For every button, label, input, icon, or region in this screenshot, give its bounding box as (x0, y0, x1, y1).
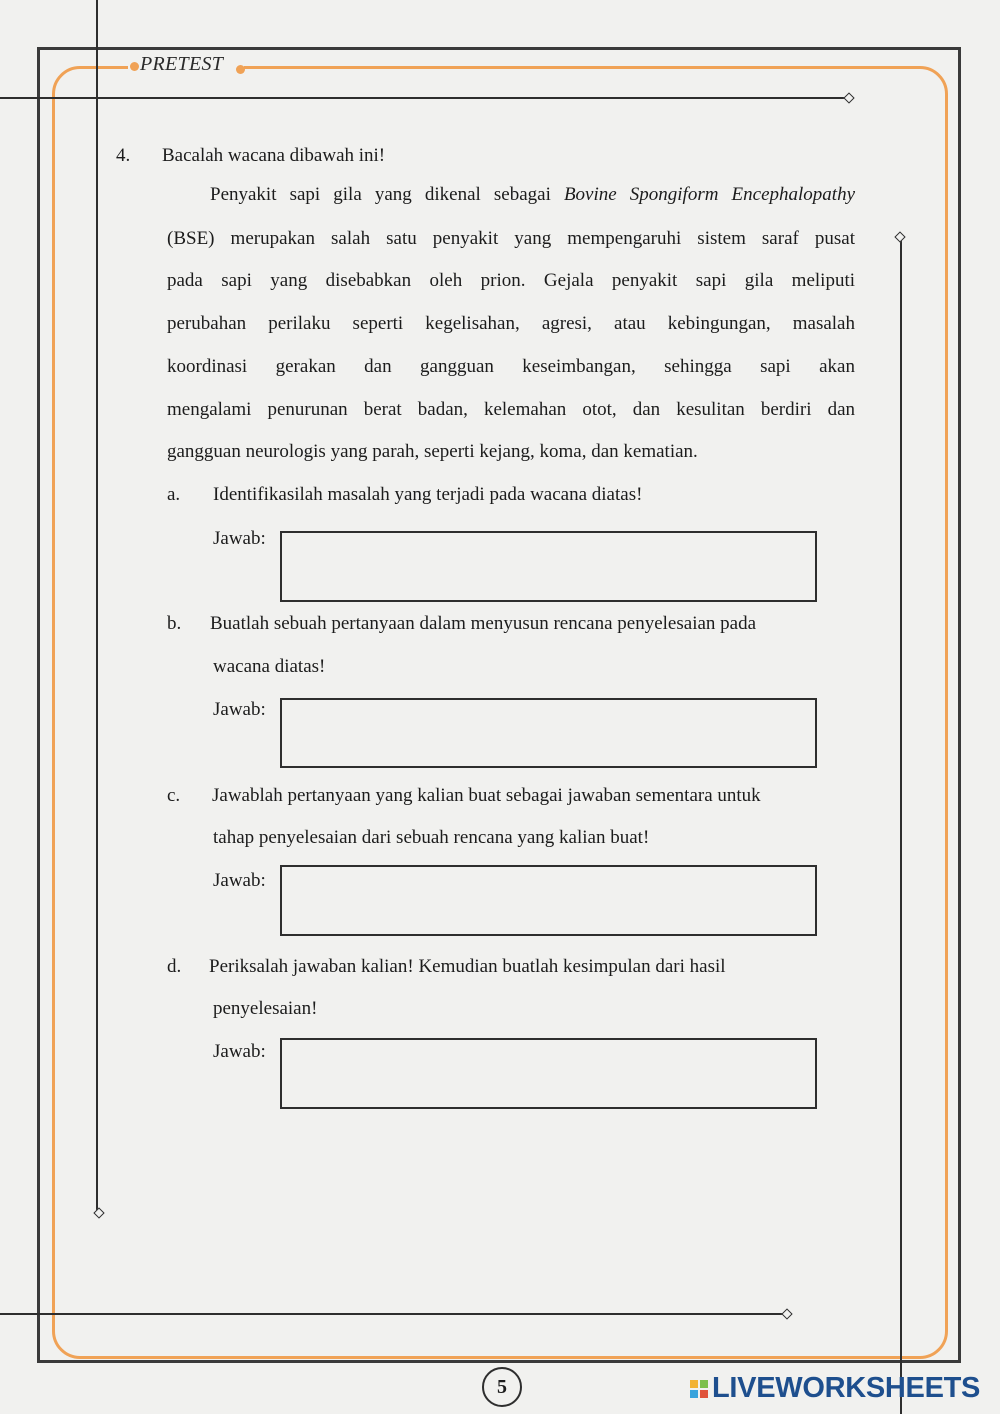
page-number: 5 (482, 1367, 522, 1407)
passage-line: Penyakit sapi gila yang dikenal sebagai Bovine Spongiform Encephalopathy (210, 184, 855, 205)
item-prompt: Identifikasilah masalah yang terjadi pada wacana diatas! (213, 484, 643, 505)
brand-name: LIVEWORKSHEETS (712, 1372, 981, 1404)
answer-box-b[interactable] (280, 698, 817, 768)
item-letter: c. (167, 785, 181, 806)
answer-box-d[interactable] (280, 1038, 817, 1109)
answer-label: Jawab: (213, 1041, 266, 1062)
orange-dot-ornament (236, 65, 245, 74)
passage-line: mengalami penurunan berat badan, kelemahan otot, dan kesulitan berdiri dan (167, 399, 855, 420)
answer-box-c[interactable] (280, 865, 817, 936)
top-horizontal-rule (0, 97, 850, 99)
answer-label: Jawab: (213, 870, 266, 891)
answer-label: Jawab: (213, 699, 266, 720)
item-prompt: Buatlah sebuah pertanyaan dalam menyusun rencana penyelesaian pada (210, 613, 757, 634)
left-vertical-rule (96, 0, 98, 1212)
passage-line: koordinasi gerakan dan gangguan keseimbangan, sehingga sapi akan (167, 356, 855, 377)
answer-label: Jawab: (213, 528, 266, 549)
question-number: 4. (116, 145, 131, 166)
bottom-horizontal-rule (0, 1313, 788, 1315)
item-letter: d. (167, 956, 182, 977)
passage-line: pada sapi yang disebabkan oleh prion. Gejala penyakit sapi gila meliputi (167, 270, 855, 291)
item-prompt-continued: wacana diatas! (213, 656, 326, 677)
item-prompt-continued: tahap penyelesaian dari sebuah rencana yang kalian buat! (213, 827, 650, 848)
right-vertical-rule (900, 236, 902, 1414)
item-prompt: Periksalah jawaban kalian! Kemudian buatlah kesimpulan dari hasil (209, 956, 726, 977)
item-prompt: Jawablah pertanyaan yang kalian buat sebagai jawaban sementara untuk (212, 785, 761, 806)
answer-box-a[interactable] (280, 531, 817, 602)
question-instruction: Bacalah wacana dibawah ini! (162, 145, 386, 166)
liveworksheets-logo-icon (690, 1380, 708, 1398)
item-letter: a. (167, 484, 181, 505)
page-header-label: PRETEST (140, 53, 224, 75)
passage-line: gangguan neurologis yang parah, seperti kejang, koma, dan kematian. (167, 441, 698, 462)
passage-line: (BSE) merupakan salah satu penyakit yang mempengaruhi sistem saraf pusat (167, 228, 855, 249)
orange-dot-ornament (130, 62, 139, 71)
item-letter: b. (167, 613, 182, 634)
liveworksheets-logo[interactable] (690, 1372, 980, 1405)
item-prompt-continued: penyelesaian! (213, 998, 318, 1019)
passage-line: perubahan perilaku seperti kegelisahan, agresi, atau kebingungan, masalah (167, 313, 855, 334)
